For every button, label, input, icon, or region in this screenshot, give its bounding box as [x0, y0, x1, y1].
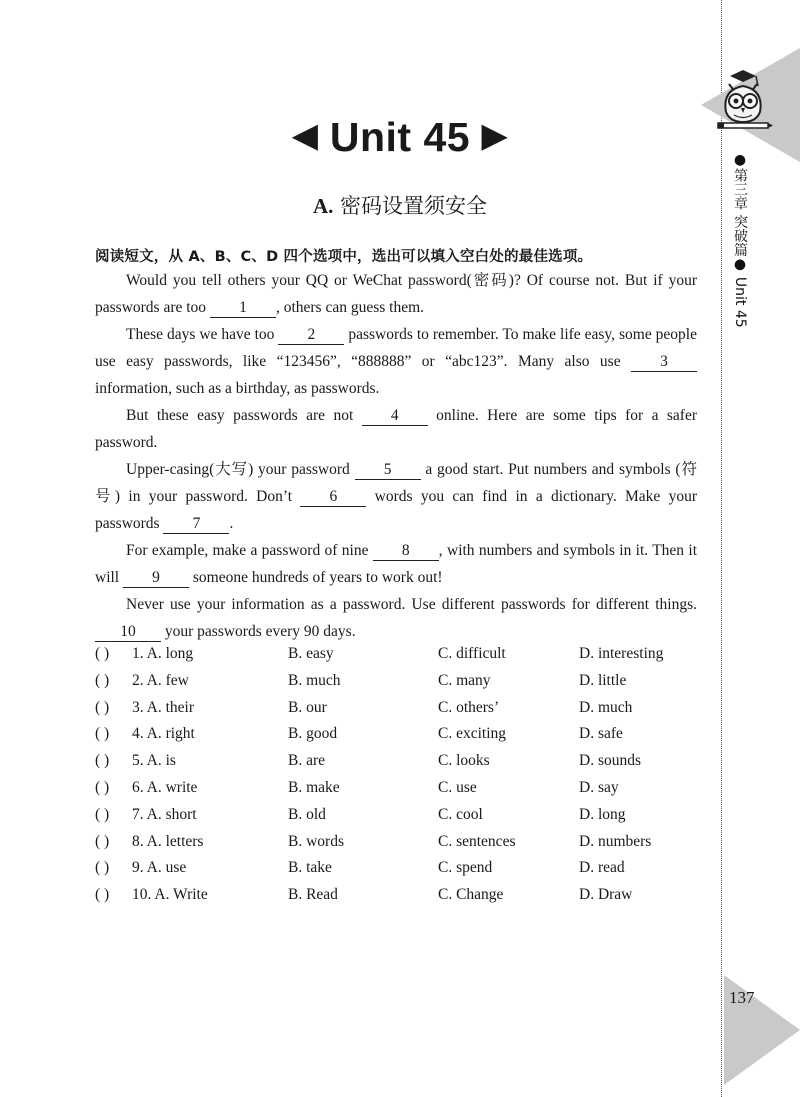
option-b: B. Read [288, 886, 338, 904]
blank-3: 3 [631, 352, 697, 372]
blank-7: 7 [163, 514, 229, 534]
question-row [95, 725, 695, 752]
blank-1: 1 [210, 298, 276, 318]
answer-paren: ( ) [95, 886, 110, 904]
paragraph: Upper-casing(大写) your password 5 a good start. Put numbers and symbols (符号) in your password. Don’t 6 words you can find in a dictionary. Make your passwords 7 . [95, 461, 698, 532]
question-row [95, 645, 695, 672]
question-row [95, 672, 695, 699]
option-a: 10. A. Write [132, 886, 208, 904]
option-b: B. easy [288, 645, 334, 662]
option-a: 4. A. right [132, 725, 195, 743]
answer-paren: ( ) [95, 725, 110, 743]
option-a: 5. A. is [132, 752, 176, 770]
option-b: B. much [288, 671, 341, 689]
option-c: C. Change [438, 886, 504, 904]
answer-paren: ( ) [95, 859, 110, 877]
page-number: 137 [729, 988, 755, 1007]
option-c: C. use [438, 778, 477, 796]
option-c: C. cool [438, 805, 483, 823]
right-arrow-icon: ▶ [482, 117, 508, 153]
left-arrow-icon: ◀ [292, 117, 318, 153]
option-b: B. make [288, 778, 340, 796]
paragraph: These days we have too 2 passwords to remember. To make life easy, some people use easy passwords, like “123456”, “888888” or “abc123”. Many also use 3 information, such as a birthday, as passwords. [95, 326, 697, 397]
question-row [95, 806, 695, 833]
paragraph: But these easy passwords are not 4 online. Here are some tips for a safer password. [95, 407, 698, 451]
answer-paren: ( ) [95, 671, 110, 689]
option-d: D. read [579, 859, 625, 877]
option-a: 3. A. their [132, 698, 194, 716]
option-a: 2. A. few [132, 671, 189, 689]
option-b: B. take [288, 859, 332, 877]
question-row [95, 752, 695, 779]
option-c: C. difficult [438, 645, 506, 662]
question-row [95, 833, 695, 860]
unit-title [0, 114, 800, 161]
blank-4: 4 [362, 406, 428, 426]
option-d: D. little [579, 671, 627, 689]
option-a: 8. A. letters [132, 832, 204, 850]
question-list [95, 645, 695, 913]
section-title-text: 密码设置须安全 [340, 194, 488, 218]
blank-6: 6 [300, 487, 366, 507]
blank-10: 10 [95, 622, 161, 642]
option-c: C. sentences [438, 832, 516, 850]
blank-8: 8 [373, 541, 439, 561]
option-c: C. looks [438, 752, 490, 770]
section-label: A. [312, 194, 334, 218]
option-b: B. old [288, 805, 326, 823]
section-title [0, 190, 800, 220]
option-c: C. spend [438, 859, 493, 877]
answer-paren: ( ) [95, 698, 110, 716]
option-a: 7. A. short [132, 805, 197, 823]
reading-passage [95, 267, 697, 645]
option-b: B. words [288, 832, 344, 850]
blank-2: 2 [278, 325, 344, 345]
answer-paren: ( ) [95, 778, 110, 796]
option-a: 9. A. use [132, 859, 187, 877]
option-d: D. safe [579, 725, 623, 743]
option-b: B. good [288, 725, 338, 743]
paragraph: Never use your information as a password. Use different passwords for different things. 10 your passwords every 90 days. [95, 591, 697, 645]
option-c: C. many [438, 671, 491, 689]
answer-paren: ( ) [95, 645, 110, 662]
option-a: 1. A. long [132, 645, 194, 662]
question-row [95, 859, 695, 886]
option-b: B. our [288, 698, 327, 716]
option-d: D. much [579, 698, 633, 716]
option-d: D. numbers [579, 832, 652, 850]
page-edge-dotted-line [721, 0, 722, 1097]
chapter-side-tab: ●第三章 突破篇● Unit 45 [732, 152, 748, 328]
blank-9: 9 [123, 568, 189, 588]
paragraph: For example, make a password of nine 8 , with numbers and symbols in it. Then it will 9 someone hundreds of years to work out! [95, 542, 697, 586]
option-d: D. sounds [579, 752, 642, 770]
option-d: D. Draw [579, 886, 633, 904]
option-c: C. exciting [438, 725, 507, 743]
unit-title-text: Unit 45 [329, 114, 471, 160]
question-row [95, 699, 695, 726]
answer-paren: ( ) [95, 752, 110, 770]
paragraph: Would you tell others your QQ or WeChat password(密码)? Of course not. But if your passwords are too 1 , others can guess them. [95, 272, 697, 316]
option-a: 6. A. write [132, 778, 198, 796]
question-row [95, 779, 695, 806]
answer-paren: ( ) [95, 805, 110, 823]
question-row [95, 886, 695, 913]
option-d: D. long [579, 805, 626, 823]
option-d: D. interesting [579, 645, 664, 662]
option-d: D. say [579, 778, 619, 796]
blank-5: 5 [355, 460, 421, 480]
instruction: 阅读短文，从 A、B、C、D 四个选项中，选出可以填入空白处的最佳选项。 [95, 249, 593, 265]
option-b: B. are [288, 752, 326, 770]
answer-paren: ( ) [95, 832, 110, 850]
option-c: C. others’ [438, 698, 500, 716]
